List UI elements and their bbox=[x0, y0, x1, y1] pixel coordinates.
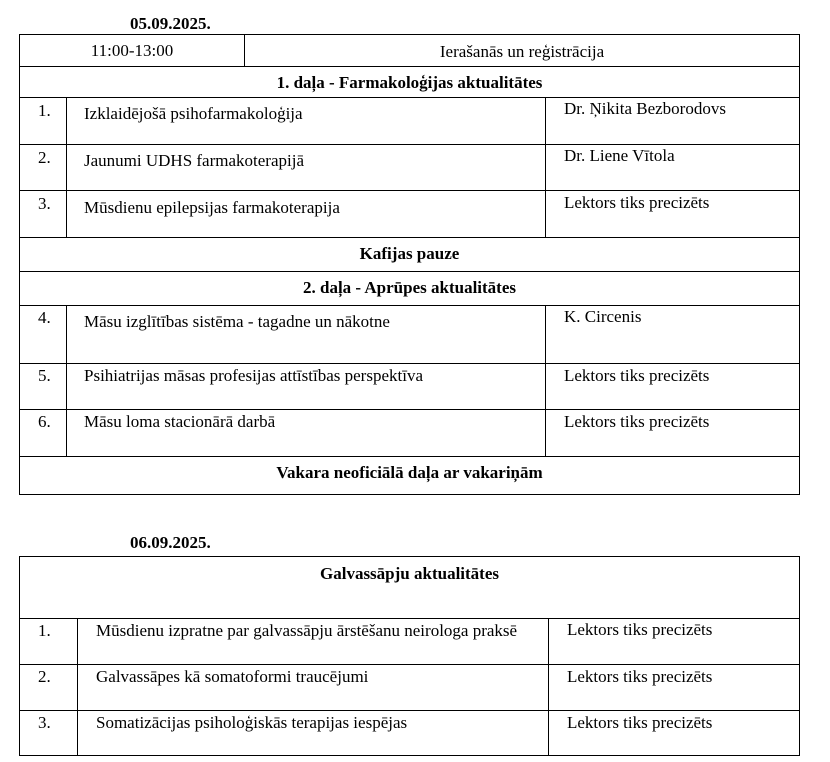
day2-date: 06.09.2025. bbox=[130, 533, 211, 552]
item-title: Jaunumi UDHS farmakoterapijā bbox=[84, 151, 304, 170]
item-lecturer: Lektors tiks precizēts bbox=[567, 713, 713, 732]
evening-row bbox=[20, 456, 799, 494]
day1-date: 05.09.2025. bbox=[130, 14, 211, 33]
item-number: 1. bbox=[38, 101, 51, 120]
table-row bbox=[20, 664, 799, 711]
break-label: Kafijas pauze bbox=[359, 244, 460, 263]
table-row bbox=[20, 144, 799, 191]
section-header bbox=[20, 66, 799, 98]
item-number: 3. bbox=[38, 194, 51, 213]
item-title: Izklaidējošā psihofarmakoloģija bbox=[84, 104, 303, 123]
item-lecturer: Dr. Ņikita Bezborodovs bbox=[564, 99, 726, 118]
section-title: 2. daļa - Aprūpes aktualitātes bbox=[303, 278, 516, 297]
table-row bbox=[20, 710, 799, 755]
item-number: 6. bbox=[38, 412, 51, 431]
item-number: 2. bbox=[38, 667, 51, 686]
registration-row bbox=[20, 35, 799, 67]
break-row bbox=[20, 237, 799, 272]
item-lecturer: K. Circenis bbox=[564, 307, 642, 326]
item-number: 2. bbox=[38, 148, 51, 167]
item-number: 4. bbox=[38, 308, 51, 327]
day1-program-table bbox=[19, 34, 800, 495]
item-number: 1. bbox=[38, 621, 51, 640]
item-title: Māsu izglītības sistēma - tagadne un nākotne bbox=[84, 312, 390, 331]
table-row bbox=[20, 97, 799, 145]
table-row bbox=[20, 363, 799, 410]
section-title: Galvassāpju aktualitātes bbox=[320, 564, 499, 583]
item-lecturer: Lektors tiks precizēts bbox=[564, 193, 710, 212]
item-lecturer: Lektors tiks precizēts bbox=[567, 620, 713, 639]
item-title: Galvassāpes kā somatoformi traucējumi bbox=[96, 667, 369, 686]
table-row bbox=[20, 190, 799, 238]
section-header bbox=[20, 271, 799, 306]
item-lecturer: Dr. Liene Vītola bbox=[564, 146, 675, 165]
table-row bbox=[20, 305, 799, 364]
item-lecturer: Lektors tiks precizēts bbox=[564, 366, 710, 385]
section-title: 1. daļa - Farmakoloģijas aktualitātes bbox=[276, 73, 543, 92]
item-lecturer: Lektors tiks precizēts bbox=[567, 667, 713, 686]
item-title: Mūsdienu izpratne par galvassāpju ārstēšanu neirologa praksē bbox=[96, 621, 518, 640]
registration-time: 11:00-13:00 bbox=[90, 41, 174, 60]
item-title: Mūsdienu epilepsijas farmakoterapija bbox=[84, 198, 340, 217]
evening-label: Vakara neoficiālā daļa ar vakariņām bbox=[276, 463, 543, 482]
item-number: 3. bbox=[38, 713, 51, 732]
table-row bbox=[20, 409, 799, 457]
item-title: Somatizācijas psiholoģiskās terapijas iespējas bbox=[96, 713, 408, 732]
section-header bbox=[20, 557, 799, 619]
day2-program-table bbox=[19, 556, 800, 756]
item-number: 5. bbox=[38, 366, 51, 385]
item-title: Psihiatrijas māsas profesijas attīstības perspektīva bbox=[84, 366, 423, 385]
item-title: Māsu loma stacionārā darbā bbox=[84, 412, 276, 431]
table-row bbox=[20, 618, 799, 665]
registration-label: Ierašanās un reģistrācija bbox=[439, 42, 605, 61]
item-lecturer: Lektors tiks precizēts bbox=[564, 412, 710, 431]
